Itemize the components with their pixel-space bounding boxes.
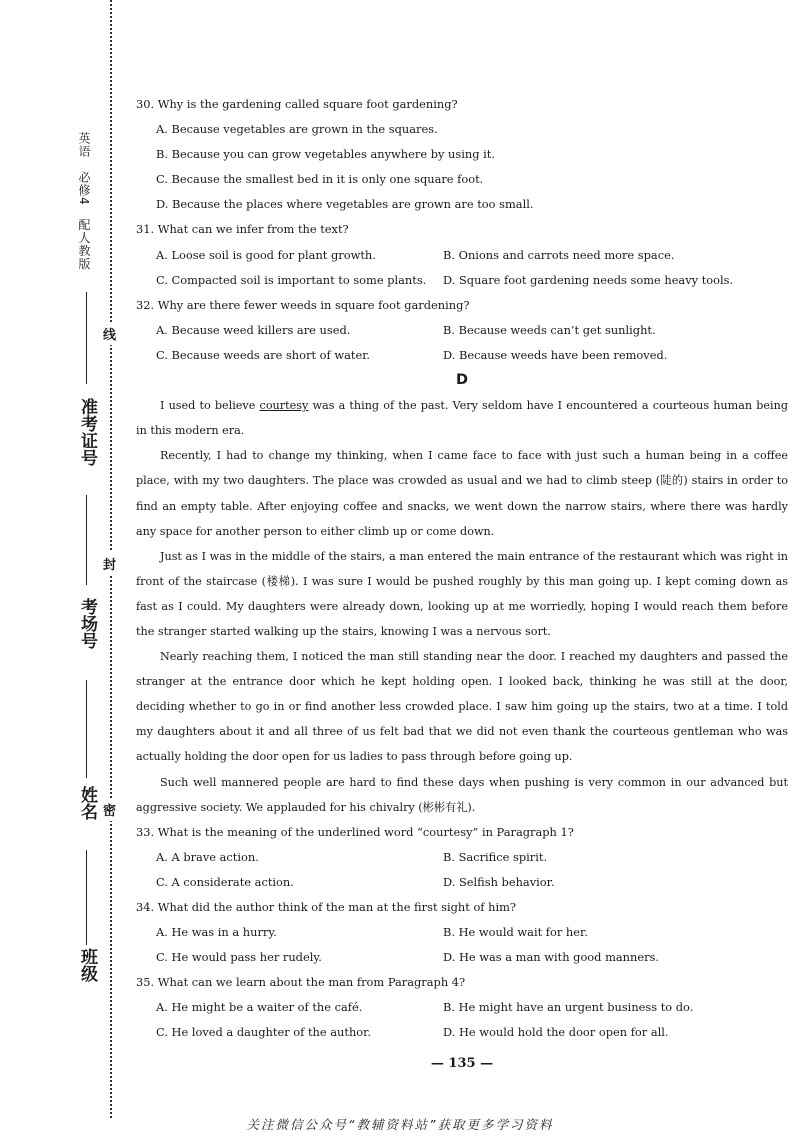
question-34-option-a: A. He was in a hurry. — [156, 925, 277, 940]
room-fill-line — [86, 495, 87, 585]
question-32-stem: 32. Why are there fewer weeds in square foot gardening? — [136, 297, 470, 312]
p1-after: was a thing of the past. Very seldom have I encountered a courteous human being in this modern era. — [136, 399, 789, 438]
question-31-stem: 31. What can we infer from the text? — [136, 222, 349, 237]
underlined-word-courtesy: courtesy — [259, 399, 309, 413]
question-31-option-a: A. Loose soil is good for plant growth. — [156, 247, 376, 262]
name-fill-line — [86, 680, 87, 778]
question-33-option-b: B. Sacrifice spirit. — [443, 849, 548, 864]
exam-id-fill-line — [86, 292, 87, 384]
question-34-row-2 — [136, 945, 788, 970]
question-30-option-a: A. Because vegetables are grown in the squares. — [156, 122, 438, 137]
question-30-stem: 30. Why is the gardening called square foot gardening? — [136, 97, 458, 111]
question-34-stem: 34. What did the author think of the man at the first sight of him? — [136, 900, 517, 914]
room-label: 考场号 — [77, 598, 97, 649]
question-30-option-c: C. Because the smallest bed in it is only one square foot. — [156, 172, 484, 187]
question-33-option-d: D. Selfish behavior. — [443, 874, 555, 889]
passage-paragraph-2: Recently, I had to change my thinking, when I came face to face with just such a human being in a coffee place, with my two daughters. The place was crowded as usual and we had to climb steep (陡的) stairs in order to find an empty table. After enjoying coffee and snacks, we went down the narrow stairs, where there was hardly any space for another person to either climb up or come down. — [136, 449, 788, 538]
question-33-stem: 33. What is the meaning of the underlined word “courtesy” in Paragraph 1? — [136, 824, 574, 839]
question-33-row-1 — [136, 845, 788, 870]
question-35-stem: 35. What can we learn about the man from Paragraph 4? — [136, 975, 466, 990]
p1-before: I used to believe — [160, 399, 260, 413]
question-32-option-b: B. Because weeds can’t get sunlight. — [443, 322, 656, 337]
passage-paragraph-5: Such well mannered people are hard to find these days when pushing is very common in our advanced but aggressive society. We applauded for his chivalry (彬彬有礼). — [136, 775, 788, 814]
question-33-option-c: C. A considerate action. — [156, 874, 294, 889]
class-label: 班级 — [77, 948, 97, 982]
exam-id-label: 准考证号 — [77, 398, 97, 466]
question-31-option-c: C. Compacted soil is important to some plants. — [156, 272, 427, 287]
question-33-row-2 — [136, 870, 788, 895]
question-34-row-1 — [136, 920, 788, 945]
seal-mark-secret: 密 — [103, 798, 116, 821]
question-35-option-b: B. He might have an urgent business to do. — [443, 1000, 694, 1015]
question-32-row-2 — [136, 343, 788, 368]
passage-paragraph-4: Nearly reaching them, I noticed the man still standing near the door. I reached my daughters and passed the stranger at the entrance door which he kept holding open. I looked back, thinking he was still at the door, deciding whether to go in or find another less crowded place. I saw him going up the stairs, two at a time. I told my daughters about it and all three of us felt bad that we did not even thank the courteous gentleman who was actually holding the door open for us ladies to pass through before going up. — [136, 650, 788, 764]
passage-paragraph-3: Just as I was in the middle of the stairs, a man entered the main entrance of the restaurant which was right in front of the staircase (楼梯). I was sure I would be pushed roughly by this man going up. I kept coming down as fast as I could. My daughters were already down, looking up at me worriedly, hoping I would reach them before the stranger started walking up the stairs, knowing I was a nervous sort. — [136, 549, 788, 638]
question-31-row-1 — [136, 243, 788, 268]
name-label: 姓名 — [77, 786, 97, 820]
question-35-option-a: A. He might be a waiter of the café. — [156, 1000, 363, 1015]
question-35-option-c: C. He loved a daughter of the author. — [156, 1025, 371, 1040]
question-31-option-d: D. Square foot gardening needs some heavy tools. — [443, 272, 734, 287]
book-info: 英语 必修4 配人教版 — [77, 132, 91, 271]
section-title: D — [455, 372, 469, 389]
question-31-option-b: B. Onions and carrots need more space. — [443, 247, 675, 262]
question-33-option-a: A. A brave action. — [156, 849, 259, 864]
question-35-option-d: D. He would hold the door open for all. — [443, 1025, 669, 1040]
question-34-option-d: D. He was a man with good manners. — [443, 950, 659, 965]
class-fill-line — [86, 850, 87, 945]
question-34-option-c: C. He would pass her rudely. — [156, 950, 322, 965]
question-35-row-2 — [136, 1020, 788, 1045]
question-31-row-2 — [136, 268, 788, 293]
question-32-option-c: C. Because weeds are short of water. — [156, 347, 371, 362]
passage-paragraph-1 — [136, 393, 788, 443]
binding-margin — [0, 0, 128, 1138]
question-32-option-a: A. Because weed killers are used. — [156, 322, 351, 337]
seal-mark-line: 线 — [103, 322, 116, 345]
question-35-row-1 — [136, 995, 788, 1020]
page-content — [136, 92, 788, 1076]
question-32-row-1 — [136, 318, 788, 343]
page-number: — 135 — — [430, 1055, 494, 1071]
footer-notice: 关注微信公众号“教辅资料站”获取更多学习资料 — [246, 1117, 554, 1132]
question-32-option-d: D. Because weeds have been removed. — [443, 347, 668, 362]
question-34-option-b: B. He would wait for her. — [443, 925, 588, 940]
seal-mark-seal: 封 — [103, 552, 116, 575]
question-30-option-d: D. Because the places where vegetables are grown are too small. — [156, 197, 534, 212]
question-30-option-b: B. Because you can grow vegetables anywhere by using it. — [156, 147, 495, 162]
